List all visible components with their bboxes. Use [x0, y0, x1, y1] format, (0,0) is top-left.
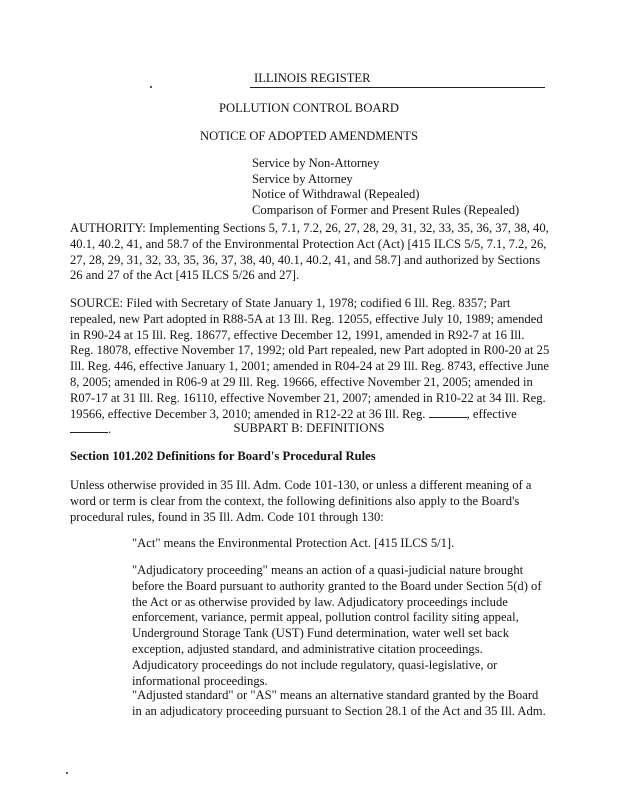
scan-speck [150, 86, 152, 88]
definition-act: "Act" means the Environmental Protection Act. [415 ILCS 5/1]. [132, 536, 455, 550]
register-title: ILLINOIS REGISTER [254, 71, 371, 85]
section-heading: Section 101.202 Definitions for Board's Procedural Rules [70, 449, 376, 463]
notice-title: NOTICE OF ADOPTED AMENDMENTS [200, 129, 418, 143]
source-paragraph [70, 296, 550, 438]
appendix-title: Comparison of Former and Present Rules (Repealed) [252, 202, 520, 217]
subpart-heading: SUBPART B: DEFINITIONS [233, 421, 385, 435]
appendix-title: Service by Non-Attorney [252, 156, 380, 170]
source-middle: , effective [466, 406, 517, 421]
scan-speck [66, 772, 68, 774]
intro-paragraph: Unless otherwise provided in 35 Ill. Adm. Code 101-130, or unless a different meaning of a word or term is clear from the context, the following definitions also apply to the Board's procedural rules, found in 35 Ill. Adm. Code 101 through 130: [70, 478, 532, 524]
register-header-rule [250, 71, 545, 88]
source-text: SOURCE: Filed with Secretary of State January 1, 1978; codified 6 Ill. Reg. 8357; Part repealed, new Part adopted in R88-5A at 13 Ill. Reg. 12055, effective July 10, 1989; amended in R90-24 at 15 Ill. Reg. 18677, effective December 12, 1991, amended in R92-7 at 16 Ill. Reg. 18078, effective November 17, 1992; old Part repealed, new Part adopted in R00-20 at 25 Ill. Reg. 446, effective January 1, 2001; amended in R04-24 at 29 Ill. Reg. 8743, effective June 8, 2005; amended in R06-9 at 29 Ill. Reg. 19666, effective November 21, 2005; amended in R07-17 at 31 Ill. Reg. 16110, effective November 21, 2007; amended in R10-22 at 34 Ill. Reg. 19566, effective December 3, 2010; amended in R12-22 at 36 Ill. Reg. [70, 296, 550, 421]
source-end: . [108, 422, 112, 437]
appendix-title: Notice of Withdrawal (Repealed) [252, 187, 420, 201]
definition-adjudicatory-proceeding: "Adjudicatory proceeding" means an action of a quasi-judicial nature brought before the Board pursuant to authority granted to the Board under Section 5(d) of the Act or as otherwise provided by law. Adjudicatory proceedings include enforcement, variance, permit appeal, pollution control facility siting appeal, Underground Storage Tank (UST) Fund determination, water well set back exception, adjusted standard, and administrative citation proceedings. Adjudicatory proceedings do not include regulatory, quasi-legislative, or informational proceedings. [132, 563, 542, 688]
board-name: POLLUTION CONTROL BOARD [218, 101, 400, 115]
definition-adjusted-standard: "Adjusted standard" or "AS" means an alternative standard granted by the Board in an adjudicatory proceeding pursuant to Section 28.1 of the Act and 35 Ill. Adm. [132, 688, 546, 718]
blank-line [429, 407, 467, 418]
authority-paragraph: AUTHORITY: Implementing Sections 5, 7.1, 7.2, 26, 27, 28, 29, 31, 32, 33, 35, 36, 37, 38, 40, 40.1, 40.2, 41, and 58.7 of the Environmental Protection Act (Act) [415 ILCS 5/5, 7.1, 7.2, 26, 27, 28, 29, 31, 32, 33, 35, 36, 37, 38, 40, 40.1, 40.2, 41, and 58.7] and authorized by Sections 26 and 27 of the Act [415 ILCS 5/26 and 27]. [70, 221, 549, 283]
appendix-title: Service by Attorney [252, 171, 353, 186]
